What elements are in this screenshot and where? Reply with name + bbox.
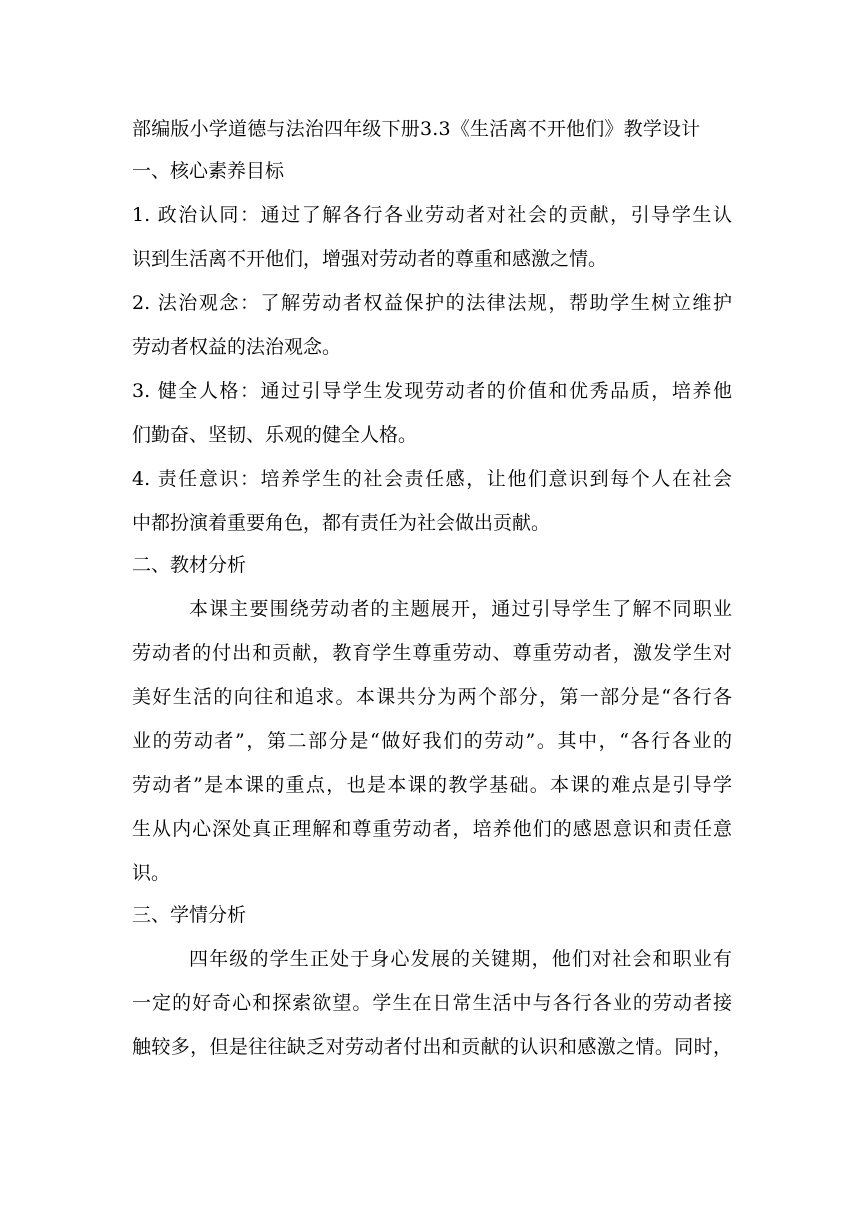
goal-item-3 (132, 376, 732, 450)
goal-item-2-line-2: 劳动者权益的法治观念。 (132, 336, 342, 358)
goal-item-4-line-1: 4. 责任意识：培养学生的社会责任感，让他们意识到每个人在社会 (132, 468, 732, 490)
goal-item-4 (132, 464, 732, 538)
paragraph-line: 美好生活的向往和追求。本课共分为两个部分，第一部分是“各行各 (132, 686, 732, 708)
section-heading-student-analysis: 三、学情分析 (132, 904, 247, 926)
paragraph-line: 本课主要围绕劳动者的主题展开，通过引导学生了解不同职业 (189, 598, 732, 620)
section-heading-core-goals: 一、核心素养目标 (132, 160, 285, 182)
paragraph-line: 劳动者的付出和贡献，教育学生尊重劳动、尊重劳动者，激发学生对 (132, 642, 732, 664)
goal-item-1-line-1: 1. 政治认同：通过了解各行各业劳动者对社会的贡献，引导学生认 (132, 204, 732, 226)
document-page (132, 114, 732, 1062)
goal-item-2 (132, 288, 732, 362)
paragraph-line: 生从内心深处真正理解和尊重劳动者，培养他们的感恩意识和责任意 (132, 818, 732, 840)
paragraph-line: 一定的好奇心和探索欲望。学生在日常生活中与各行各业的劳动者接 (132, 992, 732, 1014)
goal-item-4-line-2: 中都扮演着重要角色，都有责任为社会做出贡献。 (132, 512, 551, 534)
document-title: 部编版小学道德与法治四年级下册3.3《生活离不开他们》教学设计 (132, 118, 701, 140)
paragraph-line: 业的劳动者”，第二部分是“做好我们的劳动”。其中，“各行各业的 (132, 730, 732, 752)
paragraph-line: 触较多，但是往往缺乏对劳动者付出和贡献的认识和感激之情。同时， (132, 1036, 732, 1058)
section-heading-textbook-analysis: 二、教材分析 (132, 554, 247, 576)
goal-item-3-line-1: 3. 健全人格：通过引导学生发现劳动者的价值和优秀品质，培养他 (132, 380, 732, 402)
textbook-analysis-paragraph (132, 594, 732, 888)
paragraph-line: 劳动者”是本课的重点，也是本课的教学基础。本课的难点是引导学 (132, 774, 732, 796)
goal-item-1-line-2: 识到生活离不开他们，增强对劳动者的尊重和感激之情。 (132, 248, 608, 270)
goal-item-3-line-2: 们勤奋、坚韧、乐观的健全人格。 (132, 424, 418, 446)
paragraph-line: 四年级的学生正处于身心发展的关键期，他们对社会和职业有 (189, 948, 732, 970)
goal-item-2-line-1: 2. 法治观念：了解劳动者权益保护的法律法规，帮助学生树立维护 (132, 292, 732, 314)
student-analysis-paragraph (132, 944, 732, 1062)
goal-item-1 (132, 200, 732, 274)
paragraph-line: 识。 (132, 862, 171, 884)
